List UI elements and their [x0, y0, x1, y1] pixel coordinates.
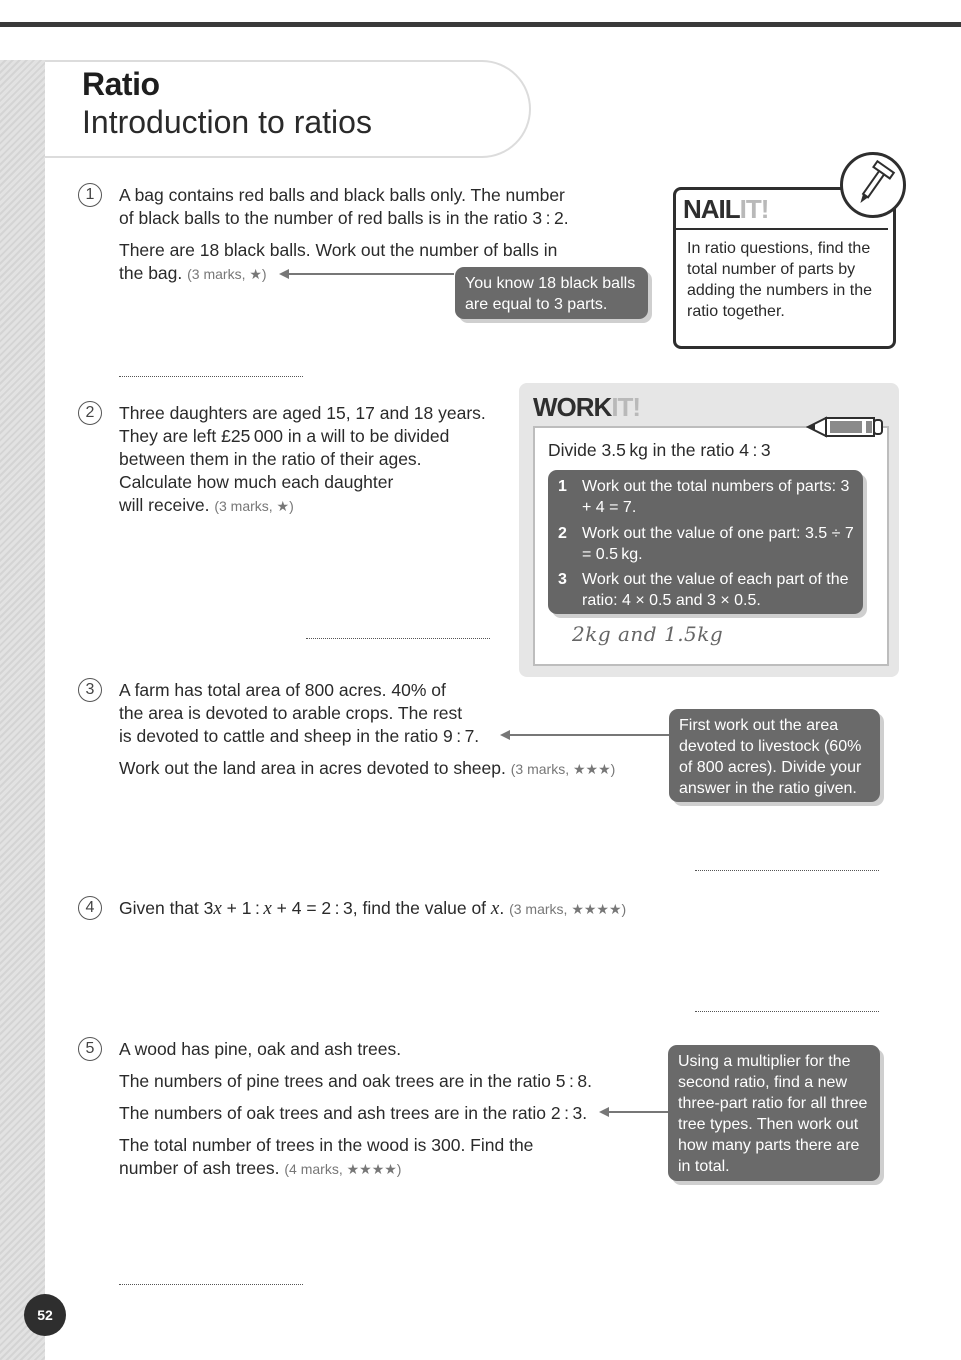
- question-2-line: between them in the ratio of their ages.: [119, 449, 422, 469]
- question-number-5: 5: [78, 1037, 102, 1061]
- question-2-line: will receive.: [119, 495, 210, 515]
- work-it-steps: 1 Work out the total numbers of parts: 3 + 4 = 7. 2 Work out the value of one part: 3.5 ÷ 7 = 0.5 kg. 3 Work out the value of each part of the ratio: 4 × 0.5 and 3 × 0.5.: [548, 470, 863, 614]
- answer-line-5[interactable]: [119, 1284, 303, 1285]
- question-5-line: The numbers of oak trees and ash trees are in the ratio 2 : 3.: [119, 1103, 588, 1123]
- question-2-line: Three daughters are aged 15, 17 and 18 years.: [119, 403, 486, 423]
- question-5-line: The total number of trees in the wood is 300. Find the: [119, 1135, 534, 1155]
- question-2-marks: (3 marks, ★): [214, 498, 294, 514]
- tip-5: Using a multiplier for the second ratio, find a new three-part ratio for all three tree types. Then work out how many parts there are in total.: [668, 1045, 880, 1181]
- question-3-line: is devoted to cattle and sheep in the ratio 9 : 7.: [119, 726, 480, 746]
- answer-line-4[interactable]: [695, 1011, 879, 1012]
- question-5-marks: (4 marks, ★★★★): [284, 1161, 402, 1177]
- answer-line-3[interactable]: [695, 870, 879, 871]
- question-3-marks: (3 marks, ★★★): [510, 761, 616, 777]
- tip-1-arrow: [288, 273, 454, 275]
- question-2-text: [119, 402, 509, 518]
- tip-5-arrow: [608, 1111, 668, 1113]
- pencil-icon: [806, 415, 886, 439]
- question-2-line: Calculate how much each daughter: [119, 472, 394, 492]
- question-3-line: Work out the land area in acres devoted to sheep.: [119, 758, 506, 778]
- answer-line-1[interactable]: [119, 376, 303, 377]
- question-1-line: of black balls to the number of red balls is in the ratio 3 : 2.: [119, 208, 569, 228]
- question-5-line: number of ash trees.: [119, 1158, 280, 1178]
- tip-3: First work out the area devoted to livestock (60% of 800 acres). Divide your answer in the ratio given.: [669, 709, 880, 802]
- question-number-2: 2: [78, 401, 102, 425]
- work-it-prompt: Divide 3.5 kg in the ratio 4 : 3: [548, 440, 771, 460]
- question-1-line: A bag contains red balls and black balls only. The number: [119, 185, 565, 205]
- question-1-marks: (3 marks, ★): [187, 266, 267, 282]
- work-it-answer: 2kg and 1.5kg: [572, 622, 724, 646]
- question-3-text: [119, 679, 639, 781]
- question-number-4: 4: [78, 896, 102, 920]
- page-subtitle: Introduction to ratios: [82, 104, 372, 140]
- question-3-line: the area is devoted to arable crops. The rest: [119, 703, 463, 723]
- nail-it-text: In ratio questions, find the total number of parts by adding the numbers in the ratio together.: [687, 240, 873, 320]
- question-1-line: There are 18 black balls. Work out the number of balls in: [119, 240, 558, 260]
- nail-it-heading: NAILIT!: [676, 190, 888, 230]
- question-5-line: A wood has pine, oak and ash trees.: [119, 1039, 402, 1059]
- page-title: Ratio: [82, 66, 160, 102]
- question-4-marks: (3 marks, ★★★★): [509, 901, 627, 917]
- tip-1: You know 18 black balls are equal to 3 parts.: [455, 267, 648, 319]
- question-2-line: They are left £25 000 in a will to be divided: [119, 426, 450, 446]
- question-5-line: The numbers of pine trees and oak trees are in the ratio 5 : 8.: [119, 1071, 592, 1091]
- tip-3-arrow: [509, 734, 669, 736]
- page-number: 52: [24, 1294, 66, 1336]
- answer-line-2[interactable]: [306, 638, 490, 639]
- question-4-text: Given that 3x + 1 : x + 4 = 2 : 3, find the value of x. (3 marks, ★★★★): [119, 898, 627, 919]
- side-strip: [0, 60, 45, 1360]
- top-rule: [0, 22, 961, 27]
- work-it-heading: WORKIT!: [533, 392, 641, 422]
- question-5-text: [119, 1038, 639, 1181]
- question-1-line: the bag.: [119, 263, 183, 283]
- nail-icon: [840, 152, 906, 218]
- question-number-1: 1: [78, 183, 102, 207]
- question-3-line: A farm has total area of 800 acres. 40% of: [119, 680, 446, 700]
- question-number-3: 3: [78, 678, 102, 702]
